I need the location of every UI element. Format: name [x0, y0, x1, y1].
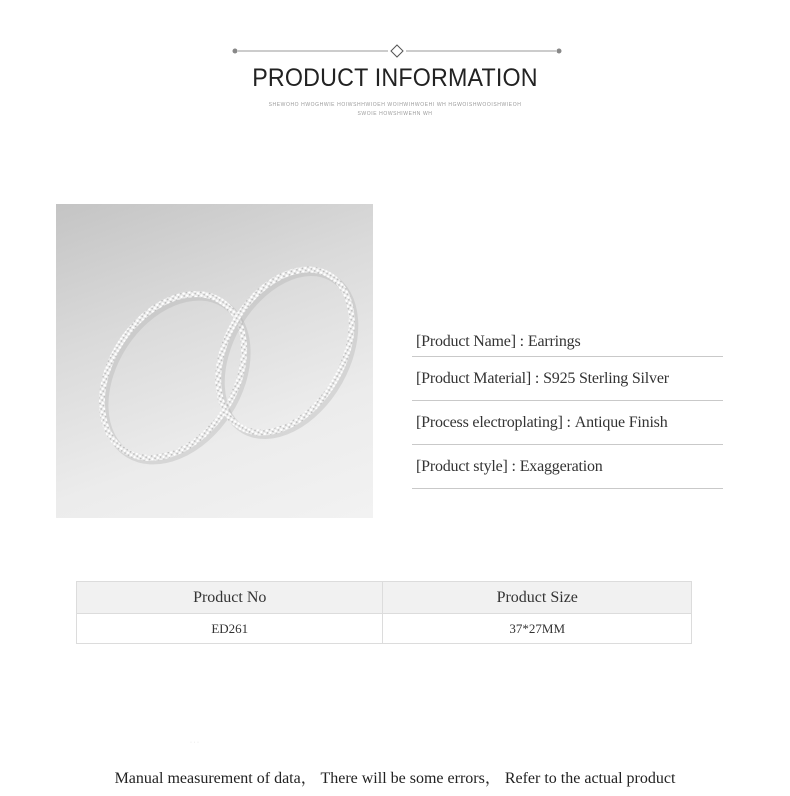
spec-row-process-electroplating	[412, 401, 723, 445]
spec-label: [Product style] :	[416, 457, 516, 475]
spec-value: Antique Finish	[574, 413, 668, 431]
spec-row-product-name	[412, 324, 723, 357]
spec-value: Earrings	[527, 333, 581, 350]
measurement-disclaimer: Manual measurement of data， There will be some errors， Refer to the actual product	[114, 770, 676, 787]
title-decoration-rule	[232, 44, 562, 58]
faint-decoration: · · ·	[190, 740, 199, 746]
table-row	[77, 614, 692, 644]
page-title: PRODUCT INFORMATION	[252, 64, 538, 92]
spec-row-product-material	[412, 357, 723, 401]
spec-value: Exaggeration	[519, 457, 603, 475]
table-header-product-size: Product Size	[383, 582, 692, 614]
table-header-row	[77, 582, 692, 614]
table-header-product-no: Product No	[77, 582, 383, 614]
decorative-subtitle-line-2: SWOIE HOWSHIWEHN WH	[357, 111, 433, 117]
spec-label: [Process electroplating] :	[416, 413, 571, 431]
spec-value: S925 Sterling Silver	[543, 369, 669, 387]
table-cell-product-size: 37*27MM	[383, 614, 692, 644]
spec-row-product-style	[412, 445, 723, 489]
spec-label: [Product Name] :	[416, 333, 524, 350]
table-cell-product-no: ED261	[77, 614, 383, 644]
product-size-table	[76, 581, 692, 644]
product-spec-list	[412, 324, 723, 489]
hoop-earrings-photo	[56, 204, 373, 518]
decorative-subtitle-line-1: SHEWOHO HWOGHWIE HOIWSHHWIOEH WOIHWIHWOEHI WH HGWOISHWOOISHWIEOH	[268, 102, 522, 108]
spec-label: [Product Material] :	[416, 369, 540, 387]
